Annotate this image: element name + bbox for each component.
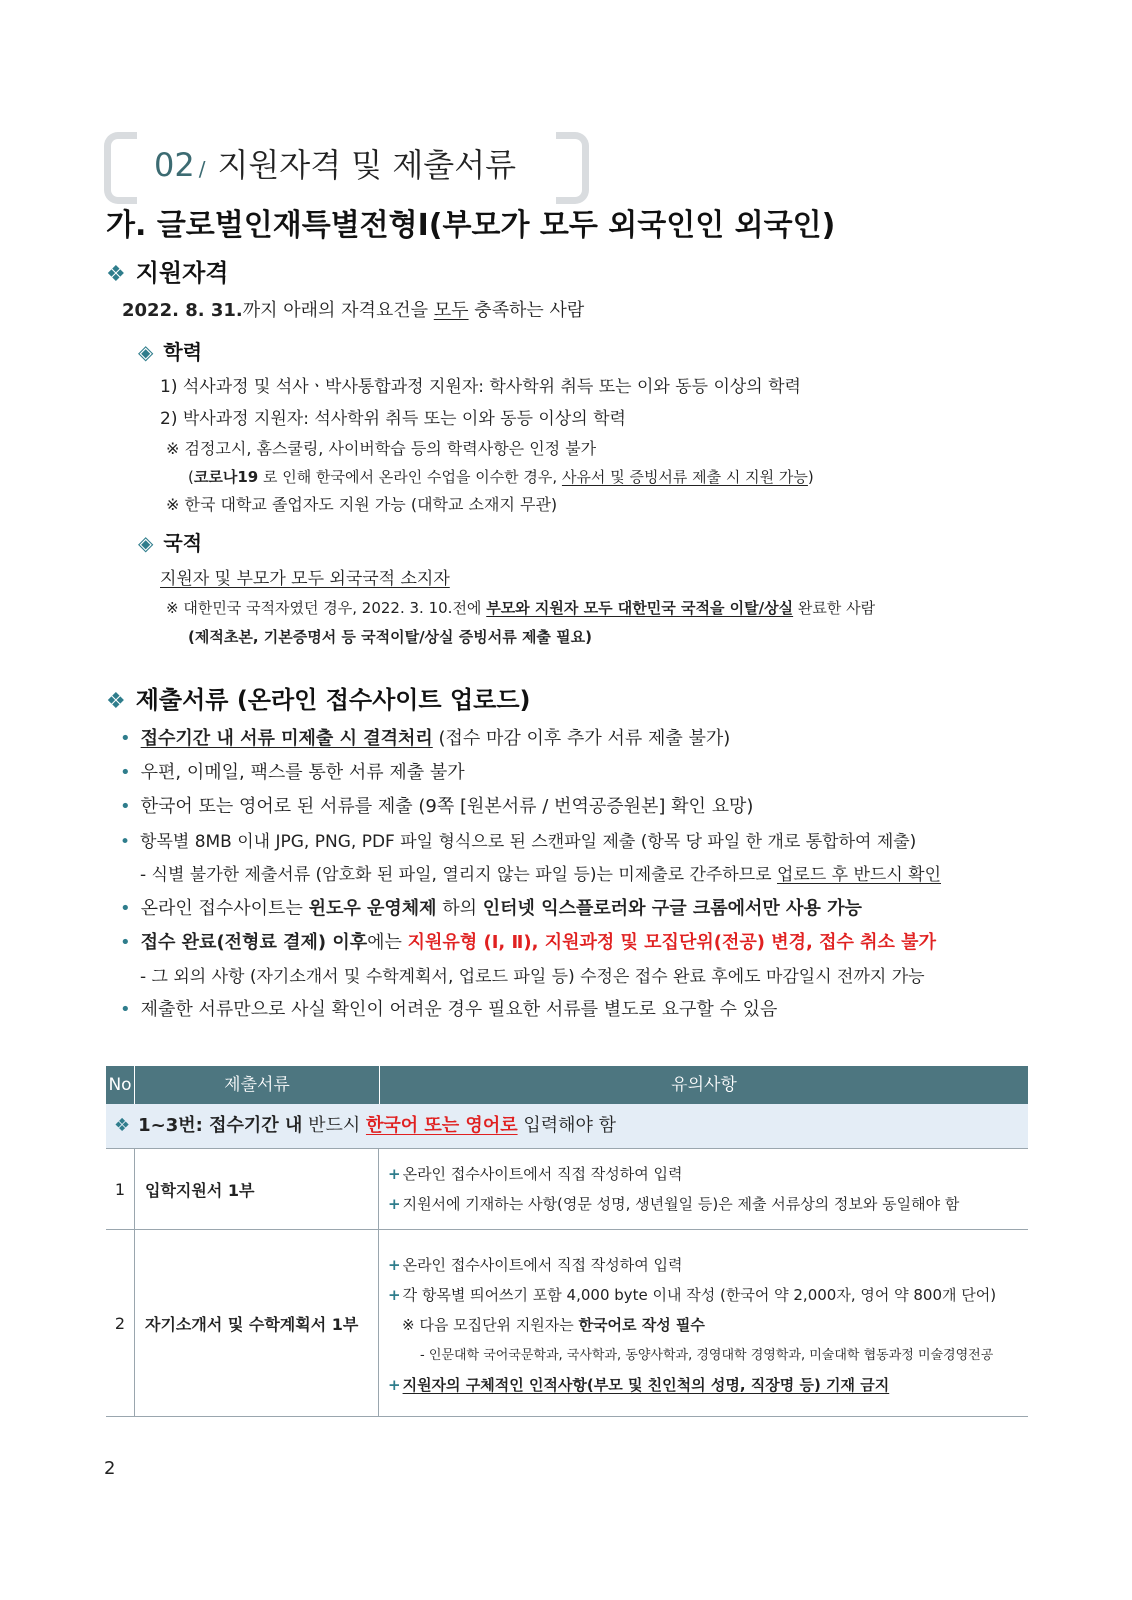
row-2-no: 2 [114,1313,126,1333]
intro-text-ul: 모두 [433,300,469,321]
bullet-icon: • [120,762,131,783]
documents-bullet-3 [120,792,753,818]
row-2-note-4: - 인문대학 국어국문학과, 국사학과, 동양사학과, 경영대학 경영학과, 미술대학 협동과정 미술경영전공 [420,1348,994,1363]
bullet-icon: • [120,832,131,852]
documents-bullet-4-sub [140,860,941,885]
notice-bold: 1~3번: 접수기간 내 [138,1115,303,1136]
header-note: 유의사항 [671,1075,737,1095]
bullet-1-rest: (접수 마감 이후 추가 서류 제출 불가) [432,728,731,749]
table-notice-row [106,1104,1028,1149]
plus-icon: + [388,1165,401,1183]
plus-icon: + [388,1286,401,1304]
bullet-6-bold: 접수 완료(전형료 결제) 이후 [140,932,368,953]
bullet-2-text: 우편, 이메일, 팩스를 통한 서류 제출 불가 [140,762,465,783]
four-diamond-icon: ❖ [114,1115,131,1136]
table-header [106,1066,1028,1104]
documents-bullet-1 [120,724,730,750]
bullet-1-ul: 접수기간 내 서류 미제출 시 결격처리 [140,728,433,749]
row-1-note-2-text: 지원서에 기재하는 사항(영문 성명, 생년월일 등)은 제출 서류상의 정보와 동일해야 함 [402,1195,960,1213]
education-note-3: ※ 한국 대학교 졸업자도 지원 가능 (대학교 소재지 무관) [166,495,558,514]
documents-bullet-7 [120,995,777,1021]
row-2-doc: 자기소개서 및 수학계획서 1부 [145,1314,359,1334]
qualification-heading [106,253,228,288]
main-heading: 가. 글로벌인재특별전형Ⅰ(부모가 모두 외국인인 외국인) [106,208,836,243]
qualification-heading-text: 지원자격 [135,259,229,287]
diamond-icon: ◈ [138,531,154,555]
row-1-note-2 [388,1193,959,1214]
nationality-line: 지원자 및 부모가 모두 외국국적 소지자 [160,569,450,589]
section-title-text: 지원자격 및 제출서류 [217,146,517,184]
row-1-note-1-text: 온라인 접수사이트에서 직접 작성하여 입력 [402,1165,683,1183]
row-1-no: 1 [114,1179,126,1199]
header-no: No [106,1066,135,1104]
plus-icon: + [388,1195,401,1213]
section-slash: / [198,157,206,181]
section-number: 02 [154,146,195,184]
notice-a: 반드시 [302,1115,366,1136]
notice-red: 한국어 또는 영어로 [365,1115,518,1136]
education-item-1: 1) 석사과정 및 석사ㆍ박사통합과정 지원자: 학사학위 취득 또는 이와 동등 이상의 학력 [160,377,801,397]
row-2-note-3-text: ※ 다음 모집단위 지원자는 [402,1316,579,1334]
row-1-note-1 [388,1163,682,1184]
notice-b: 입력해야 함 [517,1115,616,1136]
documents-bullet-2 [120,758,465,784]
documents-bullet-6 [120,928,936,954]
bullet-5-bold-2: 인터넷 익스플로러와 구글 크롬에서만 사용 가능 [482,898,862,919]
row-2-note-5-text: 지원자의 구체적인 인적사항(부모 및 친인척의 성명, 직장명 등) 기재 금지 [402,1376,890,1394]
qualification-intro [122,296,584,322]
bullet-icon: • [120,728,131,749]
plus-icon: + [388,1376,401,1394]
intro-text-a: 까지 아래의 자격요건을 [242,300,434,321]
nationality-note-ul: 부모와 지원자 모두 대한민국 국적을 이탈/상실 [486,599,794,617]
bullet-4-sub-ul: 업로드 후 반드시 확인 [776,865,941,885]
nationality-note-a: ※ 대한민국 국적자였던 경우, 2022. 3. 10.전에 [166,599,487,617]
bullet-icon: • [120,898,131,919]
note2-bold: 코로나19 [193,468,259,486]
section-title [154,140,516,186]
documents-bullet-5 [120,894,862,920]
bullet-6-a: 에는 [367,932,408,953]
nationality-heading-text: 국적 [163,531,203,555]
nationality-note-b: 완료한 사람 [793,599,876,617]
bullet-5-a: 온라인 접수사이트는 [140,898,309,919]
nationality-note-2: (제적초본, 기본증명서 등 국적이탈/상실 증빙서류 제출 필요) [188,628,592,646]
row-note [380,1149,1028,1229]
row-2-note-3 [402,1314,705,1335]
diamond-icon: ◈ [138,340,154,364]
education-item-2: 2) 박사과정 지원자: 석사학위 취득 또는 이와 동등 이상의 학력 [160,409,626,429]
note2-text: 로 인해 한국에서 온라인 수업을 이수한 경우, [258,468,562,486]
bullet-icon: • [120,932,131,953]
documents-bullet-6-sub: - 그 외의 사항 (자기소개서 및 수학계획서, 업로드 파일 등) 수정은 접수 완료 후에도 마감일시 전까지 가능 [140,967,925,987]
education-note-2 [188,466,814,487]
nationality-note [166,597,875,618]
deadline-date: 2022. 8. 31. [122,300,243,321]
intro-text-b: 충족하는 사람 [468,300,585,321]
row-doc [135,1230,379,1416]
row-note [380,1230,1028,1416]
four-diamond-icon: ❖ [106,689,126,714]
section-bracket-right [556,132,589,204]
row-doc [135,1149,379,1229]
note2-underlined: 사유서 및 증빙서류 제출 시 지원 가능 [561,468,808,486]
table-row [106,1149,1028,1230]
nationality-heading [138,527,202,556]
header-doc: 제출서류 [135,1066,380,1104]
page-number: 2 [104,1458,116,1479]
bullet-6-red: 지원유형 (Ⅰ, Ⅱ), 지원과정 및 모집단위(전공) 변경, 접수 취소 불가 [407,932,936,953]
row-2-note-3-bold: 한국어로 작성 필수 [578,1316,705,1334]
education-note-1: ※ 검정고시, 홈스쿨링, 사이버학습 등의 학력사항은 인정 불가 [166,439,597,458]
plus-icon: + [388,1256,401,1274]
documents-heading [106,680,531,715]
bullet-3-text: 한국어 또는 영어로 된 서류를 제출 (9쪽 [원본서류 / 번역공증원본] 확인 요망) [140,796,754,817]
table-row [106,1230,1028,1417]
row-1-doc: 입학지원서 1부 [145,1180,255,1200]
documents-heading-text: 제출서류 (온라인 접수사이트 업로드) [135,686,531,714]
row-2-note-2-text: 각 항목별 띄어쓰기 포함 4,000 byte 이내 작성 (한국어 약 2,000자, 영어 약 800개 단어) [402,1286,997,1304]
row-2-note-1-text: 온라인 접수사이트에서 직접 작성하여 입력 [402,1256,683,1274]
bullet-7-text: 제출한 서류만으로 사실 확인이 어려운 경우 필요한 서류를 별도로 요구할 수 있음 [140,999,778,1020]
documents-bullet-4 [120,827,916,852]
bullet-icon: • [120,796,131,817]
note2-close: ) [807,468,814,486]
section-bracket-left [104,132,137,204]
bullet-icon: • [120,999,131,1020]
row-no [106,1230,135,1416]
row-2-note-5 [388,1374,889,1395]
row-2-note-2 [388,1284,996,1305]
note2-open: ( [188,468,194,486]
bullet-5-c: 하의 [436,898,483,919]
bullet-4-text: 항목별 8MB 이내 JPG, PNG, PDF 파일 형식으로 된 스캔파일 제출 (항목 당 파일 한 개로 통합하여 제출) [140,832,917,852]
four-diamond-icon: ❖ [106,262,126,287]
bullet-4-sub-text: - 식별 불가한 제출서류 (암호화 된 파일, 열리지 않는 파일 등)는 미제출로 간주하므로 [140,865,777,885]
documents-table [106,1066,1028,1417]
bullet-5-bold-1: 윈도우 운영체제 [308,898,437,919]
education-heading-text: 학력 [163,340,203,364]
row-2-note-1 [388,1254,682,1275]
row-no [106,1149,135,1229]
education-heading [138,336,202,365]
